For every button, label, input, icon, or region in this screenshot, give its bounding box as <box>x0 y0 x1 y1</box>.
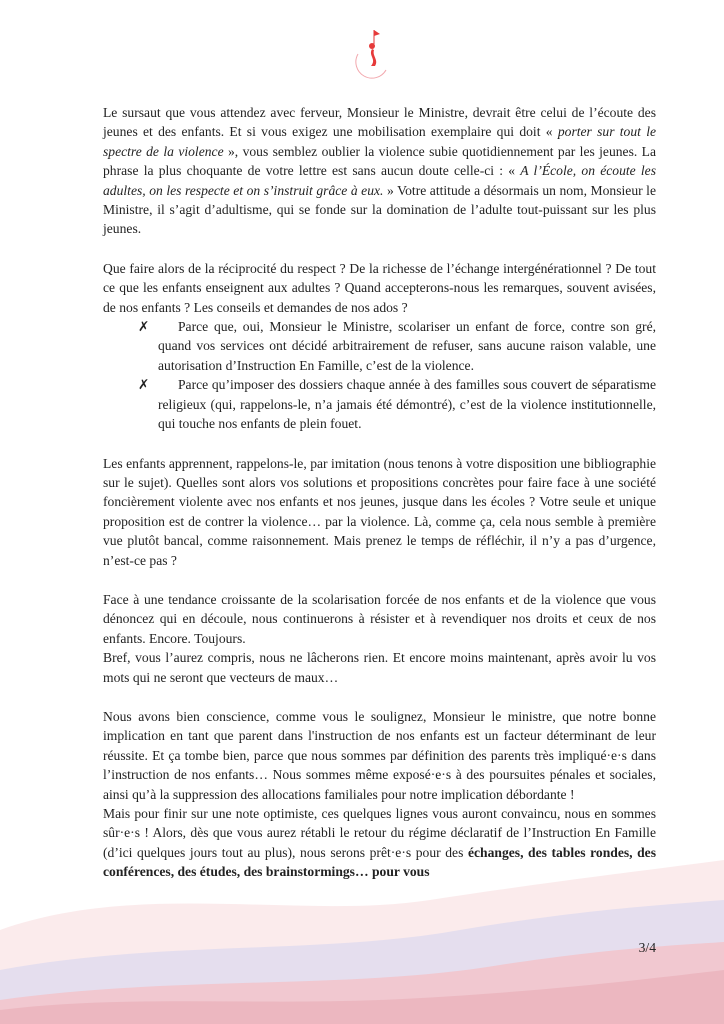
page-number: 3/4 <box>638 940 656 955</box>
cross-icon: ✗ <box>138 377 150 393</box>
quote-ecole: A l’École, on écoute les adultes, on les respecte et on s’instruit grâce à eux. <box>103 163 657 198</box>
list-item: ✗ Parce que, oui, Monsieur le Ministre, scolariser un enfant de force, contre son gré, quand vos services ont décidé arbitrairement de refuser, sans aucune raison valable, une autorisation d’Instruction En Famille, c’est de la violence. <box>138 319 656 373</box>
logo <box>350 26 394 90</box>
paragraph-7: Mais pour finir sur une note optimiste, ces quelques lignes vous auront convaincu, nous en sommes sûr·e·s ! Alors, dès que vous aurez rétabli le retour du régime déclaratif de l’Instruction En Famille (d’ici quelques jours tout au plus), nous serons prêt·e·s pour des échanges, des tables rondes, des conférences, des études, des brainstormings… pour vous <box>103 806 657 880</box>
paragraph-2: Que faire alors de la réciprocité du respect ? De la richesse de l’échange intergénérationnel ? De tout ce que les enfants enseignent aux adultes ? Quand accepterons-nous les remarques, souvent avisées, de nos enfants ? Les conseils et demandes de nos ados ? <box>103 260 656 315</box>
paragraph-1: Le sursaut que vous attendez avec ferveur, Monsieur le Ministre, devrait être celui de l’écoute des jeunes et des enfants. Et si vous exigez une mobilisation exemplaire qui doit « porter sur tout le spectre de la violence », vous semblez oublier la violence subie quotidiennement par les jeunes. La phrase la plus choquante de votre lettre est sans aucun doute celle-ci : « A l’École, on écoute les adultes, on les respecte et on s’instruit grâce à eux. » Votre attitude a désormais un nom, Monsieur le Ministre, il s’agit d’adultisme, qui se fonde sur la domination de l’adulte tout-puissant sur les plus jeunes. <box>103 105 657 237</box>
quote-violence: porter sur tout le spectre de la violence <box>103 124 657 159</box>
bullet-list <box>103 317 656 433</box>
red-figure-logo-icon <box>350 26 394 90</box>
paragraph-5: Bref, vous l’aurez compris, nous ne lâcherons rien. Et encore moins maintenant, après avoir lu vos mots qui ne seront que vecteurs de maux… <box>103 650 656 685</box>
paragraph-6: Nous avons bien conscience, comme vous le soulignez, Monsieur le ministre, que notre bonne implication en tant que parent dans l'instruction de nos enfants est un facteur déterminant de leur réussite. Et ça tombe bien, parce que nous sommes par définition des parents très impliqué·e·s dans l’instruction de nos enfants… Nous sommes même exposé·e·s à des poursuites pénales et sociales, ainsi qu’à la suppression des allocations familiales pour notre implication débordante ! <box>103 708 656 802</box>
footer-wave-decoration <box>0 860 724 1024</box>
document-body <box>103 103 656 882</box>
paragraph-3: Les enfants apprennent, rappelons-le, par imitation (nous tenons à votre disposition une bibliographie sur le sujet). Quelles sont alors vos solutions et propositions concrètes pour faire face à une société foncièrement violente avec nos enfants et nos jeunes, jusque dans les écoles ? Votre seule et unique proposition est de contrer la violence… par la violence. Là, comme ça, cela nous semble à première vue plutôt bancal, comme raisonnement. Mais prenez le temps de réfléchir, il n’y a pas d’urgence, n’est-ce pas ? <box>103 455 656 568</box>
paragraph-4: Face à une tendance croissante de la scolarisation forcée de nos enfants et de la violence que vous dénoncez qui en découle, nous continuerons à résister et à revendiquer nos droits et ceux de nos enfants. Encore. Toujours. <box>103 591 656 646</box>
cross-icon: ✗ <box>138 319 150 335</box>
list-item: ✗ Parce qu’imposer des dossiers chaque année à des familles sous couvert de séparatisme religieux (qui, rappelons-le, n’a jamais été démontré), c’est de la violence institutionnelle, qui touche nos enfants de plein fouet. <box>138 377 656 432</box>
